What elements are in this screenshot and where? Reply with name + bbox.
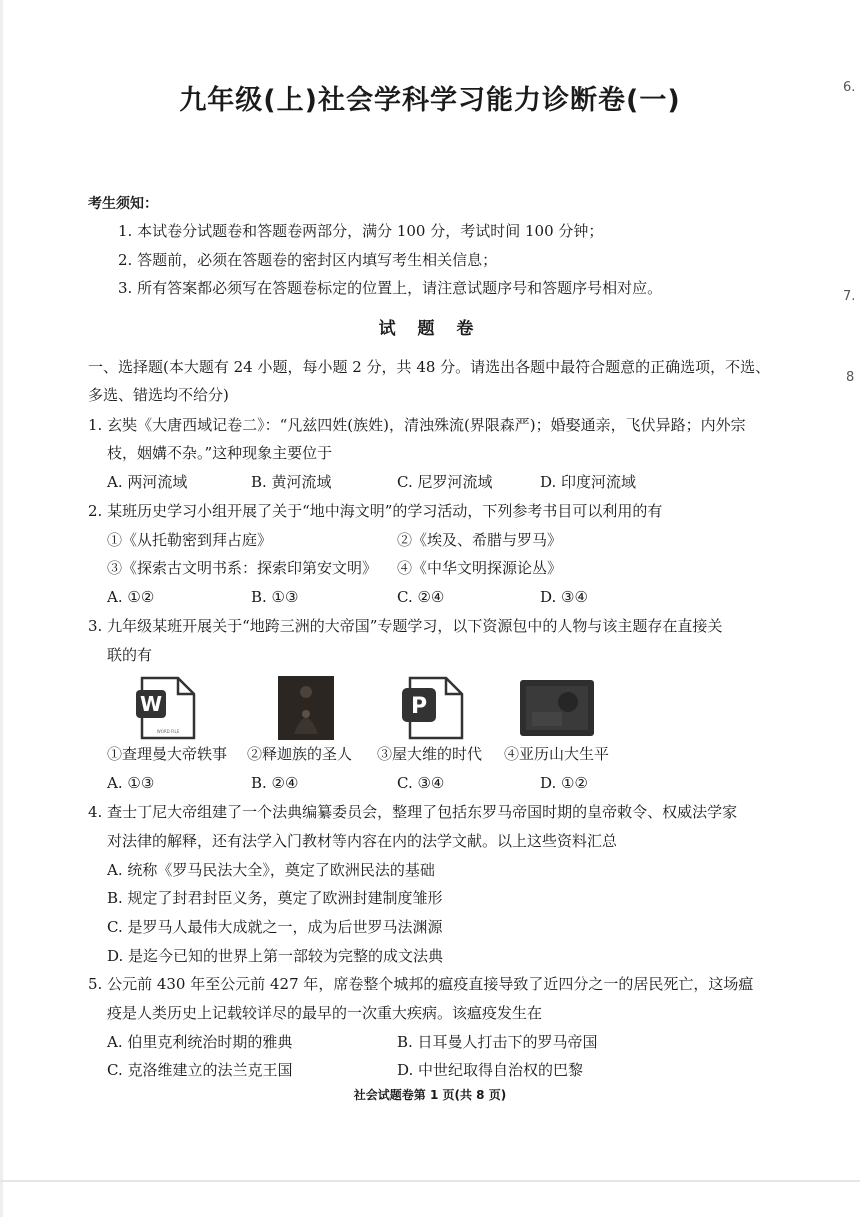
q2-stem: 2. 某班历史学习小组开展了关于“地中海文明”的学习活动，下列参考书目可以利用的有 xyxy=(88,502,663,520)
q5-option-b: B. 日耳曼人打击下的罗马帝国 xyxy=(397,1033,598,1051)
q2-book-4: ④《中华文明探源论丛》 xyxy=(397,559,563,577)
part1-instructions-line2: 多选、错选均不给分) xyxy=(88,386,229,404)
q2-option-c: C. ②④ xyxy=(397,588,445,606)
q3-resource-1: ①查理曼大帝轶事 xyxy=(107,745,228,763)
margin-mark-8: 8 xyxy=(846,370,855,385)
q4-option-b: B. 规定了封君封臣义务，奠定了欧洲封建制度雏形 xyxy=(107,889,443,907)
q5-stem-line2: 疫是人类历史上记载较详尽的最早的一次重大疾病。该瘟疫发生在 xyxy=(107,1004,543,1022)
scan-edge xyxy=(0,0,3,1217)
q3-resource-3: ③屋大维的时代 xyxy=(377,745,483,763)
page-footer: 社会试题卷第 1 页(共 8 页) xyxy=(353,1088,507,1102)
section-title: 试 题 卷 xyxy=(378,319,482,339)
q3-stem-line1: 3. 九年级某班开展关于“地跨三洲的大帝国”专题学习，以下资源包中的人物与该主题存在直接关 xyxy=(88,617,723,635)
notice-item-1: 1. 本试卷分试题卷和答题卷两部分，满分 100 分，考试时间 100 分钟； xyxy=(118,222,604,240)
q4-option-c: C. 是罗马人最伟大成就之一，成为后世罗马法渊源 xyxy=(107,918,443,936)
q3-option-d: D. ①② xyxy=(540,774,588,792)
q1-option-a: A. 两河流域 xyxy=(107,473,188,491)
notice-heading: 考生须知： xyxy=(88,196,158,212)
notice-item-2: 2. 答题前，必须在答题卷的密封区内填写考生相关信息； xyxy=(118,251,498,269)
q3-option-c: C. ③④ xyxy=(397,774,445,792)
q1-option-d: D. 印度河流域 xyxy=(540,473,637,491)
q3-option-b: B. ②④ xyxy=(251,774,299,792)
q3-resource-2: ②释迦族的圣人 xyxy=(247,745,353,763)
q1-stem-line1: 1. 玄奘《大唐西域记卷二》：“凡兹四姓(族姓)，清浊殊流(界限森严)；婚娶通亲，飞伏异路；内外宗 xyxy=(88,416,746,434)
ppt-icon-letter: P xyxy=(410,694,428,719)
notice-item-3: 3. 所有答案都必须写在答题卷标定的位置上，请注意试题序号和答题序号相对应。 xyxy=(118,279,663,297)
margin-mark-7: 7. xyxy=(843,289,856,304)
q2-book-3: ③《探索古文明书系：探索印第安文明》 xyxy=(107,559,378,577)
ppt-file-icon xyxy=(400,676,480,740)
page-title: 九年级(上)社会学科学习能力诊断卷(一) xyxy=(179,85,681,116)
word-icon-caption: WORD FILE xyxy=(156,729,180,734)
q5-option-d: D. 中世纪取得自治权的巴黎 xyxy=(397,1061,584,1079)
q2-option-b: B. ①③ xyxy=(251,588,299,606)
q4-stem-line2: 对法律的解释，还有法学入门教材等内容在内的法学文献。以上这些资料汇总 xyxy=(107,832,618,850)
word-icon-letter: W xyxy=(139,692,163,716)
q2-option-a: A. ①② xyxy=(107,588,155,606)
q3-resource-4: ④亚历山大生平 xyxy=(504,745,610,763)
buddha-image-icon xyxy=(276,676,356,740)
word-file-icon xyxy=(134,676,214,740)
q1-stem-line2: 枝，姻媾不杂。”这种现象主要位于 xyxy=(107,444,333,462)
q2-option-d: D. ③④ xyxy=(540,588,588,606)
q1-option-c: C. 尼罗河流域 xyxy=(397,473,493,491)
part1-instructions-line1: 一、选择题(本大题有 24 小题，每小题 2 分，共 48 分。请选出各题中最符合题意的正确选项，不选、 xyxy=(88,358,771,376)
q5-option-c: C. 克洛维建立的法兰克王国 xyxy=(107,1061,293,1079)
q5-option-a: A. 伯里克利统治时期的雅典 xyxy=(107,1033,293,1051)
q5-stem-line1: 5. 公元前 430 年至公元前 427 年，席卷整个城邦的瘟疫直接导致了近四分之一的居民死亡，这场瘟 xyxy=(88,975,754,993)
margin-mark-6: 6. xyxy=(843,80,856,95)
q4-option-a: A. 统称《罗马民法大全》，奠定了欧洲民法的基础 xyxy=(107,861,435,879)
q3-option-a: A. ①③ xyxy=(107,774,155,792)
q3-stem-line2: 联的有 xyxy=(107,646,153,664)
q2-book-1: ①《从托勒密到拜占庭》 xyxy=(107,531,273,549)
scan-edge-bottom xyxy=(0,1180,860,1182)
q4-stem-line1: 4. 查士丁尼大帝组建了一个法典编纂委员会，整理了包括东罗马帝国时期的皇帝敕令、权威法学家 xyxy=(88,803,738,821)
q2-book-2: ②《埃及、希腊与罗马》 xyxy=(397,531,563,549)
q1-option-b: B. 黄河流域 xyxy=(251,473,332,491)
q4-option-d: D. 是迄今已知的世界上第一部较为完整的成文法典 xyxy=(107,947,444,965)
film-image-icon xyxy=(518,676,598,740)
